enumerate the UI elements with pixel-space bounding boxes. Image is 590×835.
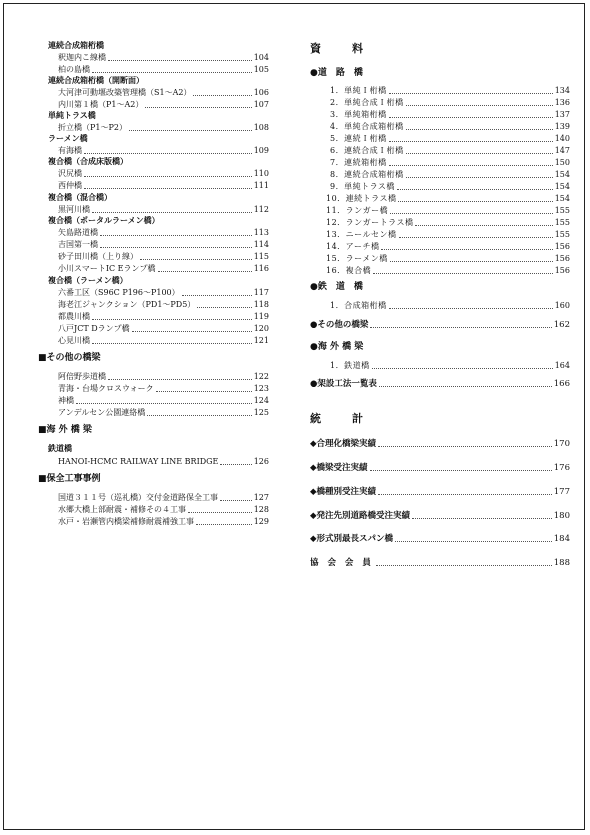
section-heading-railway-bridges: ●鉄 道 橋: [310, 282, 363, 292]
toc-entry[interactable]: 小川スマートIC Eランプ橋 116: [58, 264, 269, 273]
toc-entry[interactable]: 8．連続合成箱桁橋 154: [330, 170, 570, 179]
toc-entry[interactable]: 青海・台場クロスウォーク 123: [58, 384, 269, 393]
leader-dots: [390, 213, 553, 214]
leader-dots: [376, 565, 552, 566]
section-title-materials: 資 料: [310, 42, 373, 55]
toc-entry-stats[interactable]: ◆発注先別道路橋受注実績 180: [310, 511, 570, 521]
category-heading: 連続合成箱桁橋: [48, 41, 104, 50]
category-heading: 単純トラス橋: [48, 111, 96, 120]
toc-entry[interactable]: 6．連続合成Ｉ桁橋 147: [330, 146, 570, 155]
leader-dots: [390, 261, 553, 262]
toc-entry[interactable]: 心見川橋 121: [58, 336, 269, 345]
toc-entry[interactable]: 海老江ジャンクション（PD1～PD5） 118: [58, 300, 269, 309]
section-heading-overseas-bridges: ●海 外 橋 梁: [310, 342, 364, 352]
section-heading-other-bridges: ■その他の橋梁: [38, 353, 101, 363]
toc-entry[interactable]: 5．連続Ｉ桁橋 140: [330, 134, 570, 143]
leader-dots: [398, 201, 552, 202]
leader-dots: [406, 105, 553, 106]
toc-entry[interactable]: アンデルセン公園連絡橋 125: [58, 408, 269, 417]
leader-dots: [389, 141, 553, 142]
category-heading: 複合橋（合成床版橋）: [48, 157, 128, 166]
toc-entry[interactable]: 内川第１橋（P1～A2） 107: [58, 100, 269, 109]
leader-dots: [220, 464, 251, 465]
toc-entry-stats[interactable]: ◆形式別最長スパン橋 184: [310, 534, 570, 544]
leader-dots: [406, 153, 553, 154]
toc-entry[interactable]: 折立橋（P1～P2） 108: [58, 123, 269, 132]
leader-dots: [108, 60, 252, 61]
toc-entry[interactable]: 都農川橋 119: [58, 312, 269, 321]
leader-dots: [220, 500, 252, 501]
toc-entry[interactable]: 柏の島橋 105: [58, 65, 269, 74]
section-heading-maintenance: ■保全工事事例: [38, 474, 101, 484]
toc-entry-stats[interactable]: ◆橋梁受注実績 176: [310, 463, 570, 473]
leader-dots: [373, 273, 553, 274]
toc-entry[interactable]: 有海橋 109: [58, 146, 269, 155]
leader-dots: [92, 343, 252, 344]
toc-entry[interactable]: 釈迦内こ線橋 104: [58, 53, 269, 62]
toc-entry[interactable]: 2．単純合成Ｉ桁橋 136: [330, 98, 570, 107]
leader-dots: [84, 153, 252, 154]
leader-dots: [92, 72, 252, 73]
toc-entry[interactable]: 水郷大橋上部耐震・補修その４工事 128: [58, 505, 269, 514]
toc-entry[interactable]: 国道３１１号（巡礼橋）交付金道路保全工事 127: [58, 493, 269, 502]
toc-entry[interactable]: 矢島路道橋 113: [58, 228, 269, 237]
toc-entry[interactable]: 16．複合橋 156: [326, 266, 570, 275]
leader-dots: [145, 107, 251, 108]
category-heading: 連続合成箱桁橋（開断面）: [48, 76, 144, 85]
leader-dots: [389, 117, 553, 118]
toc-entry[interactable]: 六番工区（S96C P196～P100） 117: [58, 288, 269, 297]
category-heading: 複合橋（ポータルラーメン橋）: [48, 216, 160, 225]
leader-dots: [76, 403, 252, 404]
toc-entry[interactable]: 3．単純箱桁橋 137: [330, 110, 570, 119]
leader-dots: [389, 93, 553, 94]
leader-dots: [379, 386, 552, 387]
leader-dots: [108, 379, 252, 380]
category-heading: 複合橋（混合橋）: [48, 193, 112, 202]
toc-entry[interactable]: 吉国第一橋 114: [58, 240, 269, 249]
toc-entry[interactable]: 4．単純合成箱桁橋 139: [330, 122, 570, 131]
leader-dots: [84, 188, 252, 189]
leader-dots: [158, 271, 252, 272]
leader-dots: [92, 319, 252, 320]
toc-entry[interactable]: 12．ランガートラス橋 155: [326, 218, 570, 227]
leader-dots: [147, 415, 251, 416]
leader-dots: [395, 541, 552, 542]
toc-entry[interactable]: 阿倍野歩道橋 122: [58, 372, 269, 381]
toc-entry-stats[interactable]: ◆橋種別受注実績 177: [310, 487, 570, 497]
toc-entry[interactable]: 砂子田川橋（上り線） 115: [58, 252, 269, 261]
category-heading: 複合橋（ラーメン橋）: [48, 276, 128, 285]
toc-entry-erection-methods[interactable]: ●架設工法一覧表 166: [310, 379, 570, 389]
toc-entry[interactable]: 10．連続トラス橋 154: [326, 194, 570, 203]
toc-entry-stats[interactable]: ◆合理化橋梁実績 170: [310, 439, 570, 449]
leader-dots: [389, 165, 553, 166]
leader-dots: [193, 95, 251, 96]
leader-dots: [156, 391, 252, 392]
leader-dots: [370, 327, 551, 328]
leader-dots: [197, 307, 251, 308]
leader-dots: [397, 189, 553, 190]
toc-entry-members[interactable]: 協 会 会 員 188: [310, 558, 570, 568]
leader-dots: [188, 512, 252, 513]
leader-dots: [378, 494, 552, 495]
leader-dots: [406, 129, 553, 130]
toc-entry[interactable]: 1．合成箱桁橋 160: [330, 301, 570, 310]
leader-dots: [412, 518, 552, 519]
leader-dots: [415, 225, 552, 226]
toc-entry-other-bridges[interactable]: ●その他の橋梁 162: [310, 320, 570, 330]
leader-dots: [399, 237, 553, 238]
toc-entry[interactable]: 14．アーチ橋 156: [326, 242, 570, 251]
leader-dots: [372, 368, 553, 369]
toc-entry[interactable]: 水戸・岩瀬管内橋梁補修耐震補強工事 129: [58, 517, 269, 526]
section-heading-road-bridges: ●道 路 橋: [310, 68, 363, 78]
leader-dots: [100, 247, 252, 248]
toc-entry[interactable]: 大河津可動堰改築管理橋（S1～A2） 106: [58, 88, 269, 97]
leader-dots: [84, 176, 252, 177]
leader-dots: [140, 259, 252, 260]
toc-entry[interactable]: 13．ニールセン橋 155: [326, 230, 570, 239]
toc-entry[interactable]: 15．ラーメン橋 156: [326, 254, 570, 263]
toc-entry[interactable]: 11．ランガー橋 155: [326, 206, 570, 215]
leader-dots: [381, 249, 552, 250]
leader-dots: [196, 524, 252, 525]
leader-dots: [100, 235, 252, 236]
section-heading-overseas: ■海 外 橋 梁: [38, 425, 92, 435]
toc-entry[interactable]: HANOI-HCMC RAILWAY LINE BRIDGE 126: [58, 457, 269, 466]
toc-entry[interactable]: 八戸JCT Dランプ橋 120: [58, 324, 269, 333]
toc-entry[interactable]: 1．鉄道橋 164: [330, 361, 570, 370]
leader-dots: [389, 308, 553, 309]
leader-dots: [92, 212, 252, 213]
leader-dots: [378, 446, 552, 447]
toc-entry[interactable]: 黒河川橋 112: [58, 205, 269, 214]
category-heading: 鉄道橋: [48, 444, 72, 453]
leader-dots: [182, 295, 252, 296]
category-heading: ラーメン橋: [48, 134, 88, 143]
toc-entry[interactable]: 神橋 124: [58, 396, 269, 405]
toc-entry[interactable]: 9．単純トラス橋 154: [330, 182, 570, 191]
toc-entry[interactable]: 1．単純Ｉ桁橋 134: [330, 86, 570, 95]
toc-entry[interactable]: 沢尻橋 110: [58, 169, 269, 178]
leader-dots: [406, 177, 553, 178]
leader-dots: [132, 331, 252, 332]
toc-entry[interactable]: 7．連続箱桁橋 150: [330, 158, 570, 167]
section-title-statistics: 統 計: [310, 412, 373, 425]
toc-entry[interactable]: 西仲橋 111: [58, 181, 269, 190]
leader-dots: [129, 130, 252, 131]
leader-dots: [370, 470, 552, 471]
